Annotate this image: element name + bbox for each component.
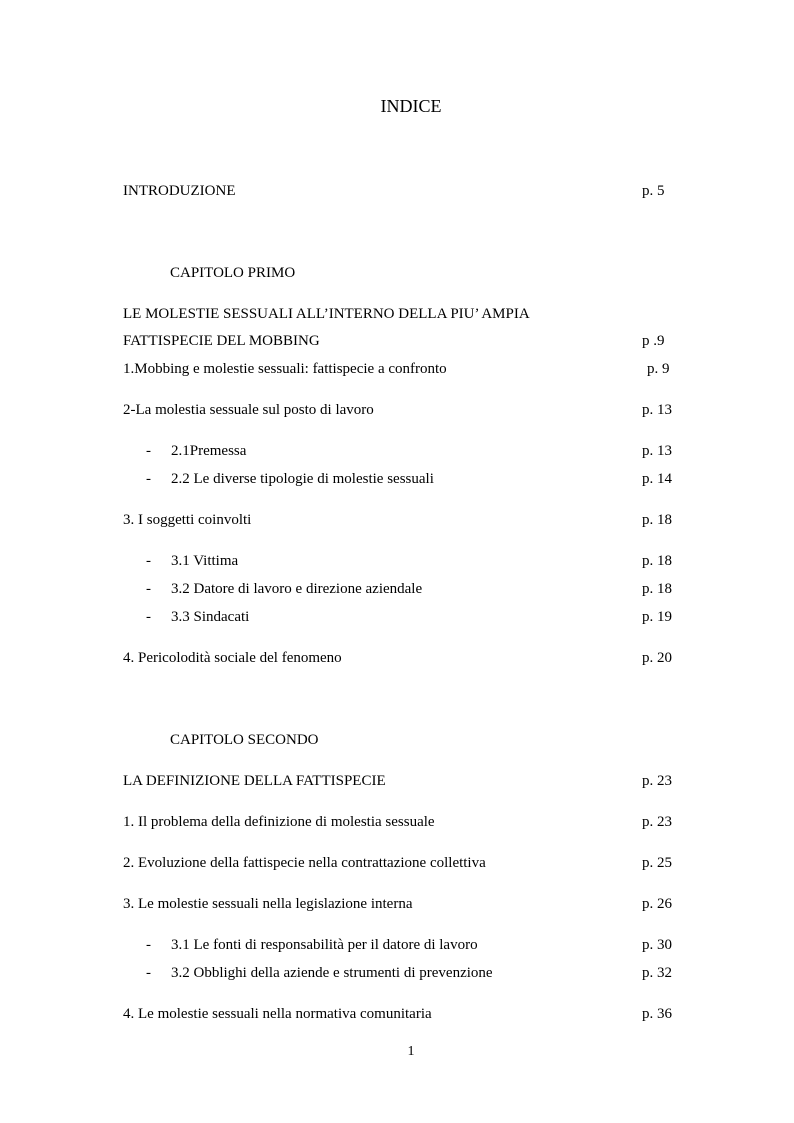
toc-entry-page: p. 13 — [642, 443, 672, 459]
toc-bullet-dash: - — [146, 553, 151, 569]
toc-entry-text: 3.1 Vittima — [171, 553, 239, 569]
chapter1-title-line2: FATTISPECIE DEL MOBBING — [123, 333, 320, 349]
toc-entry-text: 3. I soggetti coinvolti — [123, 512, 252, 528]
toc-intro-page: p. 5 — [642, 183, 665, 199]
toc-entry-page: p. 30 — [642, 937, 672, 953]
chapter2-heading: CAPITOLO SECONDO — [170, 732, 319, 748]
toc-entry-page: p. 18 — [642, 512, 672, 528]
toc-entry-page: p. 14 — [642, 471, 672, 487]
chapter1-title-page: p .9 — [642, 333, 665, 349]
toc-entry-text: 3.1 Le fonti di responsabilità per il datore di lavoro — [171, 937, 478, 953]
chapter2-title: LA DEFINIZIONE DELLA FATTISPECIE — [123, 773, 386, 789]
footer-page-number: 1 — [407, 1044, 415, 1059]
toc-entry-page: p. 26 — [642, 896, 672, 912]
toc-entry-text: 2.1Premessa — [171, 443, 247, 459]
toc-bullet-dash: - — [146, 965, 151, 981]
toc-entry-page: p. 18 — [642, 581, 672, 597]
toc-entry-text: 2-La molestia sessuale sul posto di lavoro — [123, 402, 374, 418]
toc-entry-text: 4. Pericolodità sociale del fenomeno — [123, 650, 342, 666]
toc-entry-page: p. 13 — [642, 402, 672, 418]
toc-entry-text: 3.2 Obblighi della aziende e strumenti di prevenzione — [171, 965, 493, 981]
toc-entry-page: p. 25 — [642, 855, 672, 871]
chapter1-heading: CAPITOLO PRIMO — [170, 265, 296, 281]
toc-bullet-dash: - — [146, 609, 151, 625]
toc-entry-page: p. 32 — [642, 965, 672, 981]
toc-entry-page: p. 19 — [642, 609, 672, 625]
toc-entry-text: 1.Mobbing e molestie sessuali: fattispecie a confronto — [123, 361, 447, 377]
toc-entry-text: 4. Le molestie sessuali nella normativa comunitaria — [123, 1006, 432, 1022]
toc-entry-text: 3.2 Datore di lavoro e direzione aziendale — [171, 581, 423, 597]
toc-entry-text: 1. Il problema della definizione di molestia sessuale — [123, 814, 435, 830]
toc-entry-page: p. 23 — [642, 814, 672, 830]
chapter1-title-line1: LE MOLESTIE SESSUALI ALL’INTERNO DELLA PIU’ AMPIA — [123, 306, 530, 322]
toc-entry-page: p. 20 — [642, 650, 672, 666]
toc-entry-text: 2.2 Le diverse tipologie di molestie sessuali — [171, 471, 434, 487]
toc-bullet-dash: - — [146, 443, 151, 459]
toc-entry-text: 3.3 Sindacati — [171, 609, 250, 625]
chapter2-title-page: p. 23 — [642, 773, 672, 789]
toc-intro-text: INTRODUZIONE — [123, 183, 236, 199]
toc-entry-text: 2. Evoluzione della fattispecie nella contrattazione collettiva — [123, 855, 486, 871]
toc-bullet-dash: - — [146, 581, 151, 597]
toc-entry-page: p. 36 — [642, 1006, 672, 1022]
toc-bullet-dash: - — [146, 471, 151, 487]
toc-entry-page: p. 9 — [647, 361, 670, 377]
page-title: INDICE — [380, 96, 442, 116]
toc-entry-text: 3. Le molestie sessuali nella legislazione interna — [123, 896, 413, 912]
toc-entry-page: p. 18 — [642, 553, 672, 569]
toc-bullet-dash: - — [146, 937, 151, 953]
